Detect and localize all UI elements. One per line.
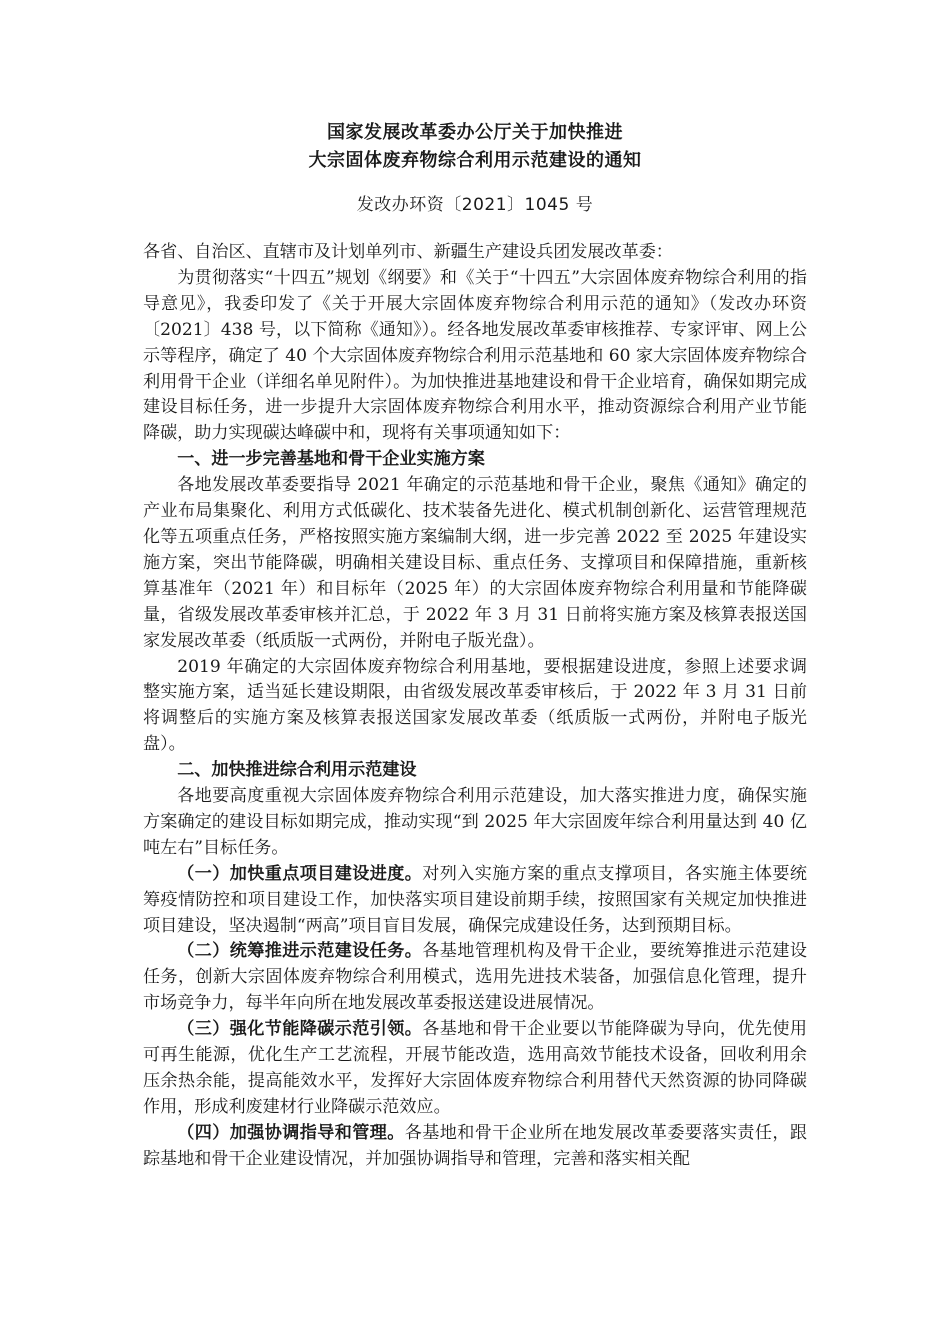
subsection-4-text: 各基地和骨干企业所在地发展改革委要落实责任，跟踪基地和骨干企业建设情况，并加强协调指导和管理，完善和落实相关配 — [143, 1122, 808, 1169]
document-number: 发改办环资〔2021〕1045 号 — [356, 195, 594, 215]
section-heading-2: 二、加快推进综合利用示范建设 — [177, 760, 417, 781]
paragraph-section-1-a: 各地发展改革委要指导 2021 年确定的示范基地和骨干企业，聚焦《通知》确定的产业布局集聚化、利用方式低碳化、技术装备先进化、模式机制创新化、运营管理规范化等五项重点任务，严格按照实施方案编制大纲，进一步完善 2022 至 2025 年建设实施方案，突出节能降碳，明确相关建设目标、重点任务、支撑项目和保障措施，重新核算基准年（2021 年）和目标年（2025 年）的大宗固体废弃物综合利用量和节能降碳量，省级发展改革委审核并汇总，于 2022 年 3 月 31 日前将实施方案及核算表报送国家发展改革委（纸质版一式两份，并附电子版光盘）。 — [143, 475, 807, 651]
subsection-2 — [143, 939, 807, 1017]
subsection-1 — [143, 862, 807, 940]
document-body — [143, 240, 807, 1173]
subsection-4-heading: （四）加强协调指导和管理。 — [177, 1122, 405, 1143]
subsection-4 — [143, 1121, 807, 1173]
subsection-3-heading: （三）强化节能降碳示范引领。 — [177, 1019, 423, 1040]
subsection-1-heading: （一）加快重点项目建设进度。 — [177, 863, 423, 884]
addressee: 各省、自治区、直辖市及计划单列市、新疆生产建设兵团发展改革委： — [143, 242, 673, 262]
section-heading-1: 一、进一步完善基地和骨干企业实施方案 — [177, 449, 485, 470]
subsection-2-text: 各基地管理机构及骨干企业，要统筹推进示范建设任务，创新大宗固体废弃物综合利用模式，选用先进技术装备，加强信息化管理，提升市场竞争力，每半年向所在地发展改革委报送建设进展情况。 — [143, 941, 808, 1014]
paragraph-intro: 为贯彻落实“十四五”规划《纲要》和《关于“十四五”大宗固体废弃物综合利用的指导意见》，我委印发了《关于开展大宗固体废弃物综合利用示范的通知》（发改办环资〔2021〕438 号，以下简称《通知》）。经各地发展改革委审核推荐、专家评审、网上公示等程序，确定了 40 个大宗固体废弃物综合利用示范基地和 60 家大宗固体废弃物综合利用骨干企业（详细名单见附件）。为加快推进基地建设和骨干企业培育，确保如期完成建设目标任务，进一步提升大宗固体废弃物综合利用水平，推动资源综合利用产业节能降碳，助力实现碳达峰碳中和，现将有关事项通知如下： — [143, 267, 807, 444]
subsection-3 — [143, 1017, 807, 1121]
subsection-1-text: 对列入实施方案的重点支撑项目，各实施主体要统筹疫情防控和项目建设工作，加快落实项目建设前期手续，按照国家有关规定加快推进项目建设，坚决遏制“两高”项目盲目发展，确保完成建设任务，达到预期目标。 — [143, 863, 808, 936]
document-title-line-1: 国家发展改革委办公厅关于加快推进 — [327, 122, 623, 143]
document-title-line-2: 大宗固体废弃物综合利用示范建设的通知 — [308, 150, 642, 171]
paragraph-section-1-b: 2019 年确定的大宗固体废弃物综合利用基地，要根据建设进度，参照上述要求调整实施方案，适当延长建设期限，由省级发展改革委审核后，于 2022 年 3 月 31 日前将调整后的实施方案及核算表报送国家发展改革委（纸质版一式两份，并附电子版光盘）。 — [143, 656, 807, 755]
subsection-2-heading: （二）统筹推进示范建设任务。 — [177, 941, 423, 962]
subsection-3-text: 各基地和骨干企业要以节能降碳为导向，优先使用可再生能源，优化生产工艺流程，开展节能改造，选用高效节能技术设备，回收利用余压余热余能，提高能效水平，发挥好大宗固体废弃物综合利用替代天然资源的协同降碳作用，形成利废建材行业降碳示范效应。 — [143, 1019, 808, 1117]
paragraph-section-2: 各地要高度重视大宗固体废弃物综合利用示范建设，加大落实推进力度，确保实施方案确定的建设目标如期完成，推动实现“到 2025 年大宗固废年综合利用量达到 40 亿吨左右”目标任务。 — [143, 786, 807, 858]
